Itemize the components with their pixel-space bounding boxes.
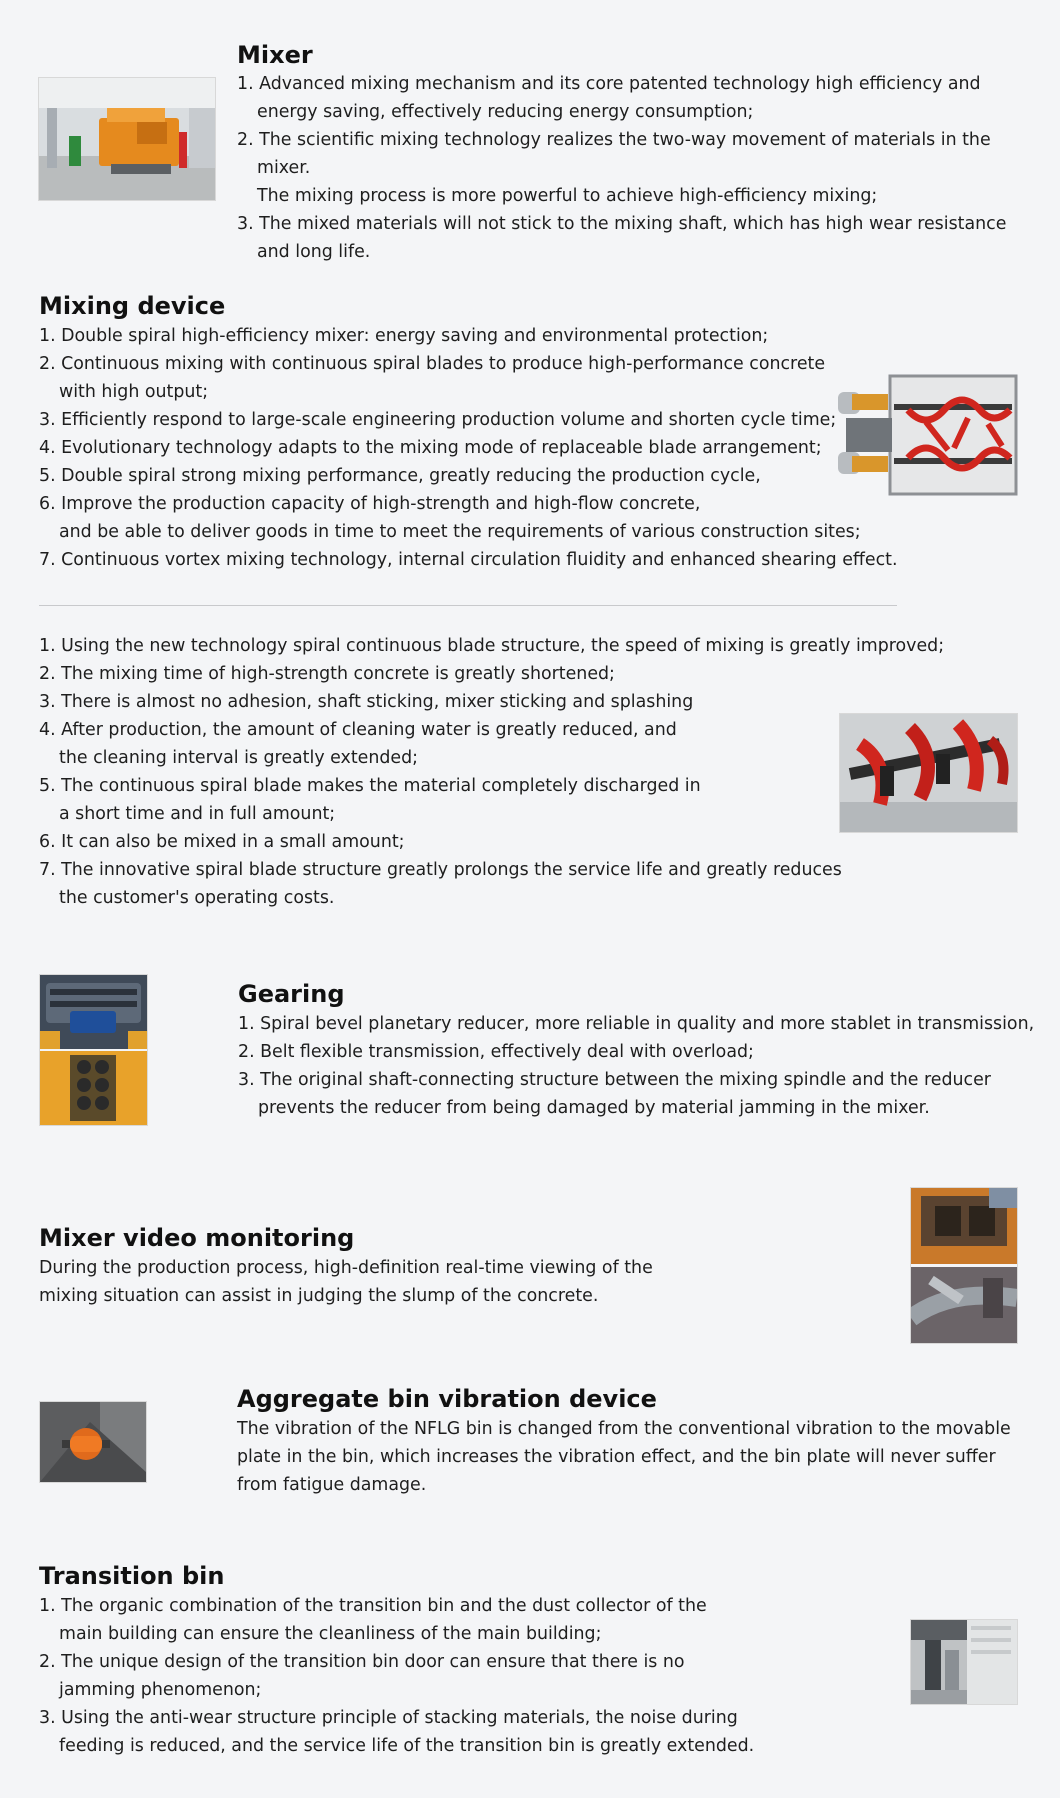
mixer-list xyxy=(237,70,1037,266)
list-item: 2. The scientific mixing technology realizes the two-way movement of materials in the mixer. The mixing process is more powerful to achieve high-efficiency mixing; xyxy=(237,130,991,206)
list-item: 3. There is almost no adhesion, shaft sticking, mixer sticking and splashing xyxy=(39,692,694,712)
list-item: 3. Using the anti-wear structure principle of stacking materials, the noise during feeding is reduced, and the service life of the transition bin is greatly extended. xyxy=(39,1708,755,1756)
list-item: 3. Efficiently respond to large-scale engineering production volume and shorten cycle time; xyxy=(39,410,837,430)
list-item: 2. Continuous mixing with continuous spiral blades to produce high-performance concrete with high output; xyxy=(39,354,826,402)
list-item: 3. The mixed materials will not stick to the mixing shaft, which has high wear resistance and long life. xyxy=(237,214,1007,262)
vibration-text: The vibration of the NFLG bin is changed from the conventional vibration to the movable plate in the bin, which increases the vibration effect, and the bin plate will never suffer from fatigue damage. xyxy=(237,1419,1011,1495)
list-item: 6. Improve the production capacity of high-strength and high-flow concrete, and be able to deliver goods in time to meet the requirements of various construction sites; xyxy=(39,494,861,542)
list-item: 7. The innovative spiral blade structure greatly prolongs the service life and greatly reduces the customer's operating costs. xyxy=(39,860,842,908)
list-item: 1. Spiral bevel planetary reducer, more reliable in quality and more stablet in transmission, xyxy=(238,1014,1035,1034)
vibrator-motor-photo xyxy=(40,1402,146,1482)
transition-bin-list xyxy=(39,1592,839,1760)
list-item: 7. Continuous vortex mixing technology, internal circulation fluidity and enhanced shearing effect. xyxy=(39,550,898,570)
list-item: 2. The mixing time of high-strength concrete is greatly shortened; xyxy=(39,664,615,684)
gearing-list xyxy=(238,1010,1038,1122)
list-item: 2. Belt flexible transmission, effectively deal with overload; xyxy=(238,1042,754,1062)
mixer-title: Mixer xyxy=(237,41,313,69)
list-item: 4. After production, the amount of cleaning water is greatly reduced, and the cleaning interval is greatly extended; xyxy=(39,720,677,768)
video-monitoring-text: During the production process, high-definition real-time viewing of the mixing situation can assist in judging the slump of the concrete. xyxy=(39,1258,653,1306)
double-spiral-mixer-photo xyxy=(838,374,1018,496)
list-item: 3. The original shaft-connecting structure between the mixing spindle and the reducer prevents the reducer from being damaged by material jamming in the mixer. xyxy=(238,1070,991,1118)
list-item: 1. Using the new technology spiral continuous blade structure, the speed of mixing is greatly improved; xyxy=(39,636,945,656)
mixer-machine-photo xyxy=(39,78,215,200)
vibration-title: Aggregate bin vibration device xyxy=(237,1385,657,1413)
transition-bin-title: Transition bin xyxy=(39,1562,225,1590)
transition-bin-photo xyxy=(911,1620,1017,1704)
list-item: 1. Double spiral high-efficiency mixer: energy saving and environmental protection; xyxy=(39,326,769,346)
section-divider xyxy=(39,605,897,606)
list-item: 1. The organic combination of the transition bin and the dust collector of the main building can ensure the cleanliness of the main building; xyxy=(39,1596,707,1644)
list-item: 1. Advanced mixing mechanism and its core patented technology high efficiency and energy saving, effectively reducing energy consumption; xyxy=(237,74,981,122)
mixing-device-title: Mixing device xyxy=(39,292,226,320)
list-item: 6. It can also be mixed in a small amount; xyxy=(39,832,405,852)
gearing-title: Gearing xyxy=(238,980,345,1008)
list-item: 2. The unique design of the transition bin door can ensure that there is no jamming phenomenon; xyxy=(39,1652,685,1700)
list-item: 4. Evolutionary technology adapts to the mixing mode of replaceable blade arrangement; xyxy=(39,438,822,458)
spiral-blade-photo xyxy=(840,714,1017,832)
mixing-device-list xyxy=(39,322,899,574)
list-item: 5. The continuous spiral blade makes the material completely discharged in a short time and in full amount; xyxy=(39,776,701,824)
video-monitoring-title: Mixer video monitoring xyxy=(39,1224,355,1252)
list-item: 5. Double spiral strong mixing performance, greatly reducing the production cycle, xyxy=(39,466,761,486)
gearing-reducer-photo xyxy=(40,975,147,1125)
camera-monitoring-photo xyxy=(911,1188,1017,1343)
spiral-blade-list xyxy=(39,632,969,912)
